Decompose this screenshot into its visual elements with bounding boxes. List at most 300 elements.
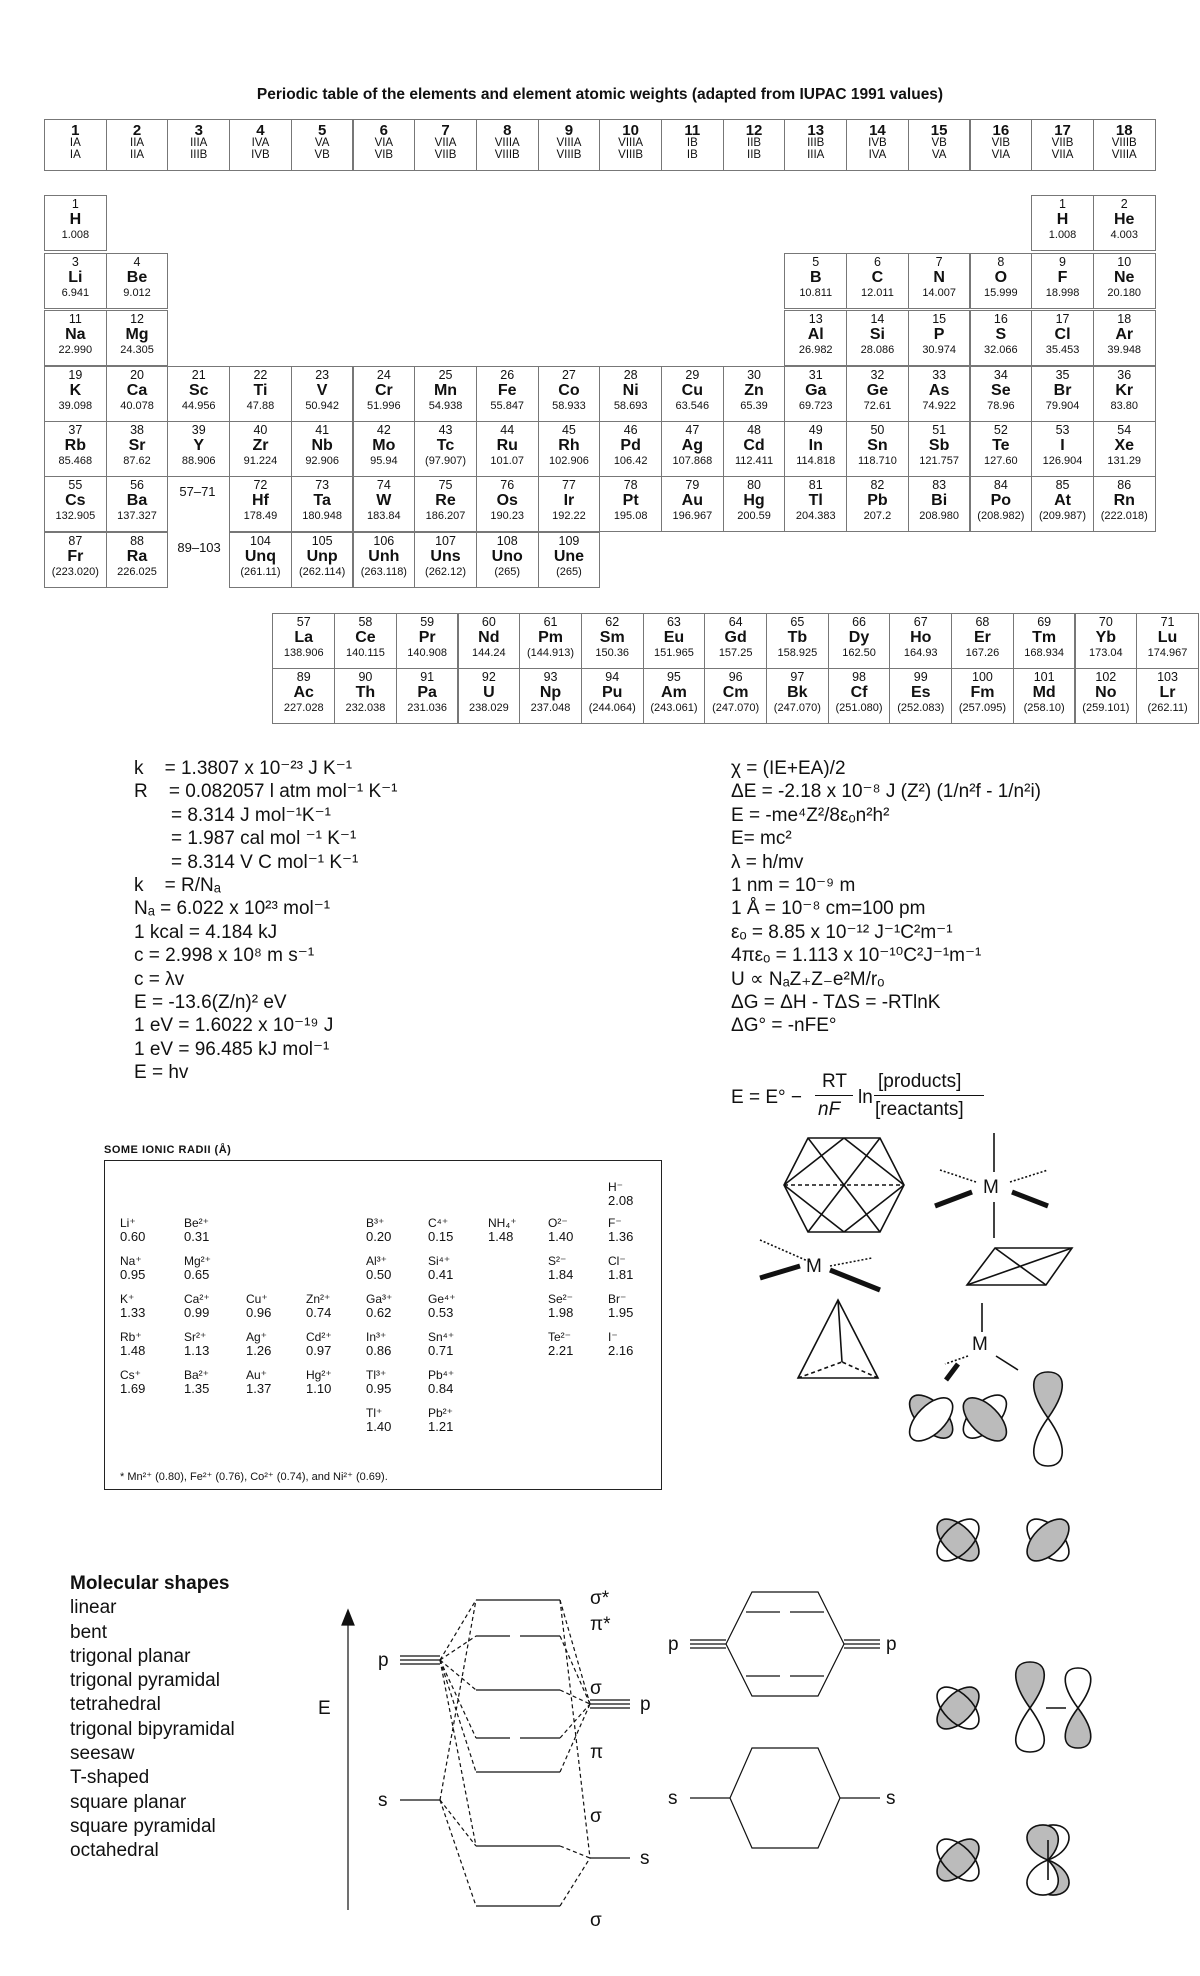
nernst-ln: ln	[858, 1087, 873, 1108]
element-weight: 4.003	[1110, 228, 1138, 241]
constant-line: R = 0.082057 l atm mol⁻¹ K⁻¹	[134, 781, 398, 803]
group-label-a: IIIA	[190, 137, 208, 150]
element-number: 12	[130, 312, 144, 326]
element-weight: 173.04	[1089, 646, 1123, 659]
element-number: 95	[666, 670, 681, 684]
group-number: 12	[745, 122, 763, 139]
element-number: 90	[358, 670, 373, 684]
ion-symbol: Ag⁺	[246, 1330, 268, 1344]
group-label-b: IA	[69, 149, 81, 162]
element-number: 99	[913, 670, 928, 684]
element-weight: 101.07	[490, 454, 525, 467]
element-symbol: N	[933, 268, 945, 286]
element-number: 100	[972, 670, 993, 684]
ion-symbol: Te²⁻	[548, 1330, 572, 1344]
element-weight: 92.906	[305, 454, 339, 467]
element-symbol: Hf	[251, 491, 269, 509]
element-weight: (263.118)	[360, 565, 407, 578]
ion-radius: 1.40	[548, 1229, 574, 1244]
group-label-a: VIIIA	[494, 137, 520, 150]
element-weight: (265)	[494, 565, 521, 578]
element-symbol: Na	[65, 325, 86, 343]
element-symbol: Ac	[293, 683, 314, 701]
ion-symbol: Ga³⁺	[366, 1292, 393, 1306]
element-number: 56	[130, 478, 144, 492]
element-symbol: In	[808, 436, 823, 454]
ion-symbol: Pb²⁺	[428, 1406, 454, 1420]
ion-radius: 1.98	[548, 1305, 574, 1320]
element-weight: (261.11)	[240, 565, 281, 578]
mo-s-right: s	[640, 1848, 650, 1869]
group-number: 8	[503, 122, 512, 139]
constant-line: U ∝ NₐZ₊Z₋e²M/rₒ	[731, 968, 885, 990]
ion-radius: 0.53	[428, 1305, 454, 1320]
element-number: 47	[685, 423, 700, 437]
mo-s-left: s	[378, 1790, 388, 1811]
ion-radius: 0.95	[366, 1381, 392, 1396]
element-weight: 200.59	[737, 509, 771, 522]
shape-item: T-shaped	[70, 1767, 150, 1789]
element-symbol: No	[1095, 683, 1117, 701]
constant-line: ΔG = ΔH - TΔS = -RTlnK	[731, 992, 941, 1013]
element-weight: (258.10)	[1023, 701, 1065, 714]
element-weight: 164.93	[903, 646, 938, 659]
group-label-a: VIB	[991, 137, 1011, 150]
ion-symbol: Cs⁺	[120, 1368, 141, 1382]
element-symbol: Fr	[67, 547, 84, 565]
element-weight: (262.114)	[299, 565, 346, 578]
ion-symbol: Al³⁺	[366, 1254, 387, 1268]
element-weight: 47.88	[246, 399, 275, 412]
element-number: 32	[870, 368, 885, 382]
element-weight: 127.60	[984, 454, 1018, 467]
ion-radius: 0.96	[246, 1305, 272, 1320]
ion-radius: 0.71	[428, 1343, 454, 1358]
hex-s-left: s	[668, 1788, 678, 1809]
element-symbol: Co	[558, 381, 580, 399]
element-symbol: Sr	[128, 436, 146, 454]
element-symbol: Fm	[970, 683, 995, 701]
element-number: 24	[376, 368, 391, 382]
group-label-b: VIB	[374, 149, 394, 162]
element-symbol: Pa	[417, 683, 437, 701]
element-symbol: Dy	[848, 628, 870, 646]
element-symbol: Cs	[65, 491, 86, 509]
element-number: 86	[1117, 478, 1132, 492]
element-number: 75	[438, 478, 453, 492]
group-label-b: IB	[686, 149, 698, 162]
group-label-a: VIA	[374, 137, 394, 150]
element-weight: 32.066	[984, 343, 1018, 356]
element-symbol: P	[933, 325, 945, 343]
element-symbol: Nd	[478, 628, 500, 646]
element-symbol: U	[483, 683, 495, 701]
group-label-b: VIA	[991, 149, 1011, 162]
nernst-top: [products]	[878, 1071, 962, 1092]
element-symbol: Ce	[355, 628, 376, 646]
element-weight: 54.938	[428, 399, 463, 412]
ion-symbol: Na⁺	[120, 1254, 142, 1268]
element-number: 88	[130, 534, 144, 548]
element-number: 28	[623, 368, 638, 382]
shape-item: trigonal planar	[70, 1645, 191, 1667]
element-weight: 167.26	[965, 646, 1000, 659]
ion-symbol: Tl³⁺	[366, 1368, 387, 1382]
element-number: 103	[1157, 670, 1178, 684]
element-weight: (251.080)	[835, 701, 883, 714]
element-number: 1	[1059, 197, 1066, 211]
element-number: 81	[808, 478, 823, 492]
element-weight: 20.180	[1107, 286, 1142, 299]
element-symbol: Zr	[252, 436, 269, 454]
element-weight: 88.906	[181, 454, 216, 467]
p-orbital-1	[1034, 1372, 1063, 1466]
group-label-b: VIIB	[434, 149, 457, 162]
hex-diagram-p	[690, 1592, 880, 1696]
element-number: 62	[605, 615, 620, 629]
element-symbol: Md	[1032, 683, 1056, 701]
ion-symbol: Ba²⁺	[184, 1368, 210, 1382]
element-weight: 1.008	[1048, 228, 1077, 241]
ionic-radii-title: SOME IONIC RADII (Å)	[104, 1144, 232, 1156]
group-number: 16	[992, 122, 1010, 139]
element-weight: 140.908	[407, 646, 448, 659]
element-weight: 226.025	[117, 565, 157, 578]
ion-radius: 0.74	[306, 1305, 332, 1320]
element-number: 79	[685, 478, 700, 492]
constant-line: 1 Å = 10⁻⁸ cm=100 pm	[731, 898, 926, 920]
element-weight: (222.018)	[1100, 509, 1148, 522]
element-weight: 58.933	[552, 399, 586, 412]
element-number: 109	[558, 534, 580, 548]
element-symbol: Cm	[722, 683, 749, 701]
element-number: 77	[561, 478, 576, 492]
element-symbol: Be	[126, 268, 148, 286]
element-weight: 91.224	[243, 454, 278, 467]
element-weight: 58.693	[613, 399, 648, 412]
element-number: 39	[191, 423, 206, 437]
element-symbol: Rn	[1113, 491, 1135, 509]
ion-radius: 0.97	[306, 1343, 332, 1358]
element-weight: 12.011	[861, 286, 894, 299]
ion-radius: 0.62	[366, 1305, 392, 1320]
ion-radius: 1.13	[184, 1343, 210, 1358]
shape-item: seesaw	[70, 1743, 135, 1765]
group-number: 7	[441, 122, 450, 139]
element-number: 84	[993, 478, 1008, 492]
element-symbol: C	[871, 268, 884, 286]
ion-radius: 1.37	[246, 1381, 272, 1396]
element-symbol: Sb	[928, 436, 950, 454]
element-weight: 28.086	[860, 343, 895, 356]
element-symbol: Ho	[910, 628, 932, 646]
element-symbol: Ne	[1114, 268, 1135, 286]
element-number: 58	[358, 615, 373, 629]
element-symbol: As	[928, 381, 950, 399]
element-symbol: Gd	[724, 628, 747, 646]
element-symbol: Tm	[1032, 628, 1057, 646]
element-number: 64	[728, 615, 743, 629]
ion-radius: 1.33	[120, 1305, 146, 1320]
constant-line: c = 2.998 x 10⁸ m s⁻¹	[134, 945, 315, 967]
element-number: 22	[253, 368, 268, 382]
mo-level-pi-star: π*	[590, 1614, 611, 1635]
element-weight: 85.468	[58, 454, 93, 467]
constant-line: E= mc²	[731, 828, 792, 850]
mo-p-left: p	[378, 1650, 389, 1671]
element-weight: 87.62	[123, 454, 151, 467]
group-number: 1	[71, 122, 80, 139]
element-symbol: Unq	[244, 547, 276, 565]
metal-label-3: M	[972, 1334, 988, 1355]
element-number: 48	[747, 423, 761, 437]
ion-symbol: Pb⁴⁺	[428, 1368, 455, 1382]
element-weight: 196.967	[672, 509, 713, 522]
element-symbol: Unh	[368, 547, 400, 565]
metal-label-2: M	[806, 1256, 822, 1277]
constant-line: 4πεₒ = 1.113 x 10⁻¹⁰C²J⁻¹m⁻¹	[731, 945, 982, 967]
element-number: 38	[130, 423, 144, 437]
ion-radius: 1.26	[246, 1343, 272, 1358]
constant-line: 1 eV = 96.485 kJ mol⁻¹	[134, 1038, 330, 1060]
hex-p-right: p	[886, 1634, 897, 1655]
element-symbol: Am	[661, 683, 687, 701]
ion-radius: 0.50	[366, 1267, 392, 1282]
element-symbol: Cf	[850, 683, 868, 701]
element-symbol: Une	[553, 547, 585, 565]
element-number: 52	[993, 423, 1008, 437]
mo-level-sigma: σ	[590, 1678, 602, 1699]
element-number: 65	[790, 615, 805, 629]
element-symbol: Fe	[497, 381, 517, 399]
ion-radius: 1.10	[306, 1381, 332, 1396]
ion-symbol: O²⁻	[548, 1216, 568, 1230]
group-number: 18	[1115, 122, 1133, 139]
constant-line: = 1.987 cal mol ⁻¹ K⁻¹	[134, 828, 357, 850]
element-symbol: Si	[869, 325, 885, 343]
element-symbol: Ra	[126, 547, 148, 565]
element-number: 57	[296, 615, 311, 629]
element-symbol: Pd	[620, 436, 641, 454]
element-weight: 144.24	[472, 646, 506, 659]
element-number: 4	[133, 255, 141, 269]
ion-symbol: Si⁴⁺	[428, 1254, 451, 1268]
ion-symbol: Br⁻	[608, 1292, 627, 1306]
pd-bond-1	[1016, 1662, 1091, 1752]
group-label-b: VA	[931, 149, 947, 162]
element-weight: 74.922	[922, 399, 956, 412]
metal-label-1: M	[983, 1177, 999, 1198]
element-number: 63	[666, 615, 681, 629]
element-symbol: Er	[973, 628, 991, 646]
ion-radius: 2.08	[608, 1193, 634, 1208]
group-label-a: VIIIB	[1111, 137, 1137, 150]
ion-radius: 1.40	[366, 1419, 392, 1434]
element-symbol: Ca	[126, 381, 148, 399]
element-number: 3	[71, 255, 79, 269]
element-weight: 118.710	[857, 454, 897, 467]
element-number: 8	[997, 255, 1005, 269]
element-symbol: Y	[193, 436, 205, 454]
element-symbol: Au	[681, 491, 703, 509]
element-symbol: Pm	[538, 628, 563, 646]
element-symbol: F	[1057, 268, 1068, 286]
ion-radius: 0.95	[120, 1267, 146, 1282]
element-symbol: At	[1054, 491, 1071, 509]
element-symbol: Uno	[491, 547, 523, 565]
group-number: 9	[564, 122, 574, 139]
mo-p-right: p	[640, 1694, 651, 1715]
element-number: 11	[68, 312, 82, 326]
element-number: 14	[870, 312, 885, 326]
element-symbol: Ag	[681, 436, 703, 454]
element-symbol: La	[294, 628, 314, 646]
element-weight: 69.723	[798, 399, 833, 412]
ion-symbol: Se²⁻	[548, 1292, 574, 1306]
ion-symbol: Rb⁺	[120, 1330, 142, 1344]
element-weight: 208.980	[919, 509, 960, 522]
element-symbol: B	[809, 268, 822, 286]
element-number: 60	[481, 615, 496, 629]
element-number: 49	[808, 423, 823, 437]
element-number: 96	[728, 670, 743, 684]
element-number: 50	[870, 423, 885, 437]
element-weight: (252.083)	[897, 701, 945, 714]
element-symbol: Th	[355, 683, 376, 701]
element-symbol: Po	[990, 491, 1012, 509]
ion-radius: 1.48	[488, 1229, 514, 1244]
element-symbol: Unp	[306, 547, 338, 565]
element-number: 7	[935, 255, 943, 269]
ion-radius: 0.41	[428, 1267, 454, 1282]
element-number: 73	[315, 478, 330, 492]
element-symbol: Zn	[744, 381, 764, 399]
ion-symbol: C⁴⁺	[428, 1216, 449, 1230]
element-weight: 107.868	[672, 454, 713, 467]
shape-item: trigonal bipyramidal	[70, 1718, 235, 1740]
element-symbol: Al	[807, 325, 824, 343]
d-orbital-3	[1020, 1512, 1077, 1569]
group-label-b: IIB	[747, 149, 762, 162]
group-label-b: IIIA	[807, 149, 825, 162]
series-label-lanthanides: 57–71	[179, 484, 216, 499]
element-number: 108	[496, 534, 518, 548]
element-weight: (97.907)	[425, 454, 467, 467]
group-number: 15	[930, 122, 948, 139]
element-symbol: Cu	[681, 381, 703, 399]
element-weight: (144.913)	[526, 646, 575, 659]
element-weight: 9.012	[123, 286, 151, 299]
element-weight: 132.905	[55, 509, 96, 522]
element-number: 93	[543, 670, 558, 684]
element-number: 68	[975, 615, 990, 629]
element-symbol: Eu	[663, 628, 685, 646]
nernst-bottom: [reactants]	[875, 1099, 964, 1120]
element-symbol: Bk	[787, 683, 808, 701]
ion-symbol: Mg²⁺	[184, 1254, 211, 1268]
element-number: 59	[420, 615, 435, 629]
element-symbol: Bi	[931, 491, 948, 509]
element-weight: (243.061)	[650, 701, 698, 714]
element-weight: 22.990	[58, 343, 93, 356]
element-symbol: Re	[435, 491, 456, 509]
element-weight: 138.906	[283, 646, 324, 659]
element-number: 102	[1095, 670, 1117, 684]
d-orbital-5	[930, 1832, 987, 1889]
element-number: 51	[932, 423, 947, 437]
element-number: 6	[873, 255, 881, 269]
molecular-shapes-heading: Molecular shapes	[70, 1573, 230, 1594]
constant-line: E = -13.6(Z/n)² eV	[134, 992, 287, 1013]
group-label-a: IB	[686, 137, 698, 150]
ion-symbol: Cu⁺	[246, 1292, 268, 1306]
element-weight: 195.08	[613, 509, 648, 522]
element-symbol: Mo	[372, 436, 396, 454]
element-weight: 174.967	[1147, 646, 1188, 659]
group-label-a: VIIB	[1051, 137, 1074, 150]
ion-radius: 1.69	[120, 1381, 146, 1396]
ion-symbol: In³⁺	[366, 1330, 387, 1344]
group-label-a: IA	[69, 137, 81, 150]
element-symbol: Cd	[743, 436, 765, 454]
element-weight: 204.383	[795, 509, 836, 522]
ion-radius: 0.86	[366, 1343, 392, 1358]
element-number: 31	[808, 368, 823, 382]
element-number: 92	[481, 670, 496, 684]
constant-line: ΔE = -2.18 x 10⁻⁸ J (Z²) (1/n²f - 1/n²i)	[731, 781, 1042, 803]
element-weight: 137.327	[117, 509, 157, 522]
d-orbital-1	[902, 1388, 1014, 1449]
element-symbol: Lu	[1157, 628, 1178, 646]
element-number: 15	[932, 312, 947, 326]
element-weight: 231.036	[407, 701, 448, 714]
element-weight: 207.2	[863, 509, 892, 522]
element-weight: (247.070)	[712, 701, 760, 714]
element-number: 29	[685, 368, 700, 382]
element-symbol: Rh	[558, 436, 580, 454]
constant-line: k = 1.3807 x 10⁻²³ J K⁻¹	[134, 758, 353, 779]
element-symbol: Br	[1053, 381, 1072, 399]
element-weight: (209.987)	[1038, 509, 1087, 522]
shape-item: trigonal pyramidal	[70, 1670, 220, 1692]
element-number: 36	[1117, 368, 1132, 382]
element-symbol: Yb	[1095, 628, 1117, 646]
ionic-radii-footnote: * Mn²⁺ (0.80), Fe²⁺ (0.76), Co²⁺ (0.74), and Ni²⁺ (0.69).	[120, 1471, 388, 1483]
group-number: 14	[869, 122, 886, 139]
element-weight: 106.42	[613, 454, 648, 467]
ion-symbol: B³⁺	[366, 1216, 385, 1230]
nernst-num: RT	[822, 1071, 847, 1092]
group-label-a: VB	[931, 137, 947, 150]
element-number: 98	[852, 670, 866, 684]
element-symbol: Ru	[496, 436, 518, 454]
element-weight: 50.942	[305, 399, 339, 412]
ion-radius: 2.21	[548, 1343, 574, 1358]
ion-symbol: Li⁺	[120, 1216, 136, 1230]
group-label-a: VIIIA	[556, 137, 582, 150]
ion-symbol: Ge⁴⁺	[428, 1292, 456, 1306]
ion-radius: 0.20	[366, 1229, 392, 1244]
d-orbital-2	[930, 1512, 987, 1569]
element-weight: (244.064)	[588, 701, 636, 714]
element-weight: 6.941	[61, 286, 90, 299]
element-weight: 150.36	[595, 646, 630, 659]
element-weight: 131.29	[1107, 454, 1142, 467]
element-weight: 83.80	[1110, 399, 1138, 412]
element-number: 41	[315, 423, 330, 437]
group-label-a: IIA	[130, 137, 145, 150]
element-number: 43	[438, 423, 453, 437]
